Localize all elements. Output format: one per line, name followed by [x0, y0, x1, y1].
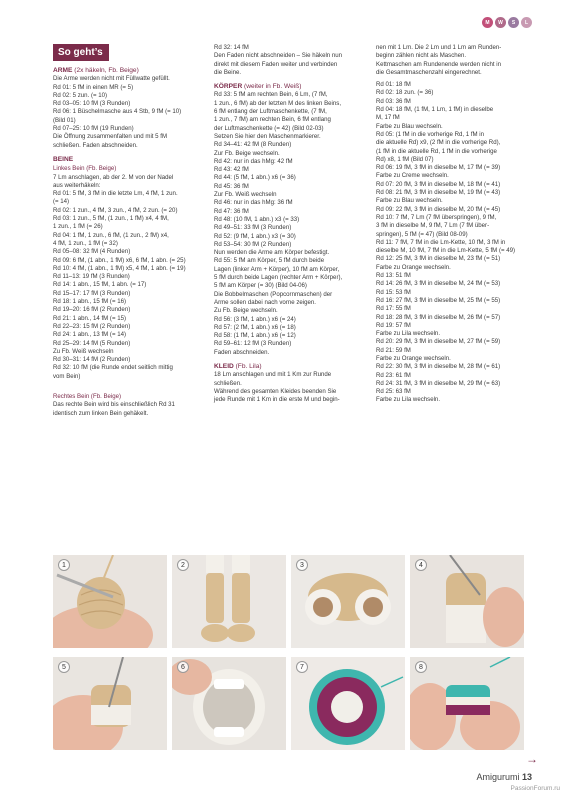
step-number: 7 — [296, 661, 308, 673]
instruction-line: Rd 58: (1 fM, 1 abn.) x6 (= 12) — [214, 332, 296, 340]
instruction-line: Zur Fb. Weiß wechseln — [214, 191, 277, 199]
instruction-line: Rd 14: 26 fM, 3 fM in dieselbe M, 24 fM (= 53) — [376, 280, 501, 288]
instruction-line: Rd 03: 36 fM — [376, 97, 411, 105]
step-number: 1 — [58, 559, 70, 571]
step-photo-3 — [291, 555, 405, 648]
instruction-line: jede Runde mit 1 Km in die erste M und begin- — [214, 396, 340, 404]
right-leg-instructions — [53, 401, 201, 418]
continuation-text — [214, 44, 362, 77]
instruction-line: Rd 32: 14 fM — [214, 44, 249, 51]
instruction-line: der Luftmaschenkette (= 42) (Bild 02-03) — [214, 124, 324, 132]
instruction-line: Rd 03: 1 zun., 5 fM, (1 zun., 1 fM) x4, 4 fM, — [53, 215, 169, 223]
instruction-line: schließen. — [214, 379, 242, 387]
heading-beine: BEINE — [53, 155, 74, 163]
instruction-line: Rd 14: 1 abn., 15 fM, 1 abn. (= 17) — [53, 281, 147, 289]
instruction-line: Rd 04: 18 fM, (1 fM, 1 Lm, 1 fM) in dieselbe — [376, 106, 494, 114]
heading-arme: ARME (2x häkeln, Fb. Beige) — [53, 67, 139, 74]
instruction-line: Arme sollen dabei nach vorne zeigen. — [214, 298, 316, 306]
instruction-line: Die Arme werden nicht mit Füllwatte gefüllt. — [53, 75, 170, 83]
instruction-line: Rd 01: 18 fM — [376, 81, 411, 89]
instruction-line: Rd 15: 53 fM — [376, 288, 411, 296]
instruction-line: Rd 02: 18 zun. (= 36) — [376, 89, 434, 97]
instruction-line: Die Öffnung zusammenfalten und mit 5 fM — [53, 133, 168, 141]
step-photo-6 — [172, 657, 286, 750]
instruction-line: Farbe zu Blau wechseln. — [376, 122, 443, 130]
instruction-line: 6 fM entlang der Luftmaschenkette, (7 fM, — [214, 108, 327, 116]
instruction-line: 7 Lm anschlagen, ab der 2. M von der Nadel — [53, 173, 174, 181]
step-number: 4 — [415, 559, 427, 571]
instruction-line: 1 zun., 7 fM) am rechten Bein, 6 fM entlang — [214, 116, 331, 124]
instruction-line: nen mit 1 Lm. Die 2 Lm und 1 Lm am Runden- — [376, 44, 502, 51]
instruction-line: Rd 49–51: 33 fM (3 Runden) — [214, 224, 292, 232]
page-number: 13 — [521, 772, 532, 782]
instruction-line: Rd 22–23: 15 fM (2 Runden) — [53, 322, 131, 330]
instruction-line: Rd 12: 25 fM, 3 fM in dieselbe M, 23 fM (= 51) — [376, 255, 501, 263]
instruction-line: 18 Lm anschlagen und mit 1 Km zur Runde — [214, 371, 332, 379]
step-number: 3 — [296, 559, 308, 571]
instruction-line: die aktuelle Rd) x9, (2 fM in die vorherige Rd), — [376, 139, 501, 147]
subheading-left-leg: Linkes Bein (Fb. Beige) — [53, 165, 117, 173]
arme-instructions — [53, 75, 201, 150]
instruction-line: Farbe zu Orange wechseln. — [376, 354, 451, 362]
instruction-line: aus weiterhäkeln: — [53, 181, 101, 189]
instruction-line: Rd 24: 1 abn., 13 fM (= 14) — [53, 331, 126, 339]
step-photo-1 — [53, 555, 167, 648]
size-dot-m: M — [482, 17, 493, 28]
instruction-line: 1 zun., 1 fM (= 26) — [53, 223, 103, 231]
instruction-line: Farbe zu Orange wechseln. — [376, 263, 451, 271]
continuation-text — [376, 44, 524, 77]
instruction-line: Setzen Sie hier den Maschenmarkierer. — [214, 132, 321, 140]
instruction-line: Rd 06: 19 fM, 3 fM in dieselbe M, 17 fM (= 39) — [376, 164, 501, 172]
instruction-line: Farbe zu Blau wechseln. — [376, 197, 443, 205]
instruction-line: Rd 01: 5 fM in einen MR (= 5) — [53, 83, 134, 91]
instruction-line: Rd 10: 4 fM, (1 abn., 1 fM) x5, 4 fM, 1 abn. (= 19) — [53, 264, 186, 272]
instruction-line: Rd 02: 1 zun., 4 fM, 3 zun., 4 fM, 2 zun. (= 20) — [53, 206, 178, 214]
step-photo-7 — [291, 657, 405, 750]
instruction-line: Rd 02: 5 zun. (= 10) — [53, 91, 108, 99]
size-dot-w: W — [495, 17, 506, 28]
instruction-line: Rd 10: 7 fM, 7 Lm (7 fM überspringen), 9 fM, — [376, 213, 497, 221]
instruction-line: Rd 45: 36 fM — [214, 182, 249, 190]
instruction-line: die Gesamtmaschenzahl eingerechnet. — [376, 68, 482, 76]
instruction-line: (= 14) — [53, 198, 70, 206]
instruction-line: Rd 48: (10 fM, 1 abn.) x3 (= 33) — [214, 215, 300, 223]
instruction-line: Rd 18: 1 abn., 15 fM (= 16) — [53, 298, 126, 306]
instruction-line: Rd 11: 7 fM, 7 fM in die Lm-Kette, 10 fM, 3 fM in — [376, 238, 506, 246]
step-photo-4 — [410, 555, 524, 648]
instruction-line: beginn zählen nicht als Maschen. — [376, 52, 467, 60]
instruction-line: Zu Fb. Beige wechseln. — [214, 307, 278, 315]
instruction-line: springen), 5 fM (= 47) (Bild 08-09) — [376, 230, 468, 238]
instruction-line: 1 zun., 6 fM) ab der letzten M des linken Beins, — [214, 99, 342, 107]
instruction-line: Das rechte Bein wird bis einschließlich Rd 31 — [53, 401, 175, 409]
instruction-line: die Beine. — [214, 68, 242, 76]
instruction-line: (Bild 01) — [53, 116, 76, 124]
instruction-line: Rd 07–25: 10 fM (19 Runden) — [53, 125, 134, 133]
size-dot-s: S — [508, 17, 519, 28]
instruction-line: Die Bobbelmaschen (Popcornmaschen) der — [214, 290, 333, 298]
instruction-line: Rd 03–05: 10 fM (3 Runden) — [53, 100, 131, 108]
kleid-round-instructions — [376, 81, 524, 405]
instruction-line: Rd 21: 59 fM — [376, 346, 411, 354]
kleid-instructions — [214, 371, 362, 404]
instruction-line: Rd 56: (3 fM, 1 abn.) x6 (= 24) — [214, 315, 296, 323]
instruction-line: Rd 23: 61 fM — [376, 371, 411, 379]
instruction-line: Den Faden nicht abschneiden – Sie häkeln nun — [214, 52, 343, 60]
instruction-line: Faden abschneiden. — [214, 348, 270, 356]
watermark: PassionForum.ru — [510, 785, 560, 792]
instruction-line: Zu Fb. Weiß wechseln — [53, 347, 114, 355]
next-page-arrow-icon: → — [526, 752, 538, 766]
instruction-line: Rd 33: 5 fM am rechten Bein, 6 Lm, (7 fM, — [214, 91, 328, 99]
instruction-line: Rd 22: 30 fM, 3 fM in dieselbe M, 28 fM (= 61) — [376, 363, 501, 371]
heading-kleid: KLEID (Fb. Lila) — [214, 362, 262, 370]
instruction-line: Rd 34–41: 42 fM (8 Runden) — [214, 141, 292, 149]
column-1 — [53, 44, 201, 418]
instruction-line: (1 fM in die aktuelle Rd, 1 fM in die vorherige — [376, 147, 497, 155]
step-number: 5 — [58, 661, 70, 673]
instruction-line: M, 17 fM — [376, 114, 400, 122]
instruction-line: vom Bein) — [53, 372, 81, 380]
instruction-line: Nun werden die Arme am Körper befestigt. — [214, 249, 330, 257]
instruction-line: Rd 47: 36 fM — [214, 207, 249, 215]
instruction-line: Rd 24: 31 fM, 3 fM in dieselbe M, 29 fM (= 63) — [376, 379, 501, 387]
instruction-line: schließen. Faden abschneiden. — [53, 141, 138, 149]
koerper-instructions — [214, 91, 362, 357]
instruction-line: Rd 08: 21 fM, 3 fM in dieselbe M, 19 fM (= 43) — [376, 189, 501, 197]
instruction-line: Rd 16: 27 fM, 3 fM in dieselbe M, 25 fM (= 55) — [376, 296, 501, 304]
instruction-line: Rd 32: 10 fM (die Runde endet seitlich mittig — [53, 364, 173, 372]
instruction-line: Rd 17: 55 fM — [376, 305, 411, 313]
instruction-line: Rd 43: 42 fM — [214, 166, 249, 174]
instruction-line: Rd 05: (1 fM in die vorherige Rd, 1 fM in — [376, 130, 485, 138]
column-3 — [376, 44, 524, 405]
step-photo-2 — [172, 555, 286, 648]
step-number: 2 — [177, 559, 189, 571]
instruction-line: Während des gesamten Kleides beenden Sie — [214, 387, 337, 395]
beine-instructions — [53, 174, 201, 381]
instruction-line: 3 fM in dieselbe M, 9 fM, 7 Lm (7 fM über- — [376, 222, 490, 230]
instruction-line: Rd 07: 20 fM, 3 fM in dieselbe M, 18 fM (= 41) — [376, 180, 501, 188]
instruction-line: Rd 01: 5 fM, 3 fM in die letzte Lm, 4 fM, 1 zun. — [53, 190, 178, 198]
size-dot-l: L — [521, 17, 532, 28]
instruction-line: Kettmaschen am Rundenende werden nicht in — [376, 60, 501, 68]
instruction-line: Rd 30–31: 14 fM (2 Runden) — [53, 356, 131, 364]
page-footer — [476, 772, 532, 782]
instruction-line: Zur Fb. Beige wechseln. — [214, 149, 280, 157]
instruction-line: 4 fM, 1 zun., 1 fM (= 32) — [53, 239, 118, 247]
instruction-line: Rd 18: 28 fM, 3 fM in dieselbe M, 26 fM (= 57) — [376, 313, 501, 321]
instruction-line: Farbe zu Creme wechseln. — [376, 172, 449, 180]
instruction-line: Rd 21: 1 abn., 14 fM (= 15) — [53, 314, 126, 322]
instruction-line: Rd 19–20: 16 fM (2 Runden) — [53, 306, 131, 314]
magazine-name: Amigurumi — [476, 772, 520, 782]
instruction-line: Rd 11–13: 19 fM (3 Runden) — [53, 273, 130, 281]
instruction-line: direkt mit diesem Faden weiter und verbinden — [214, 60, 338, 68]
instruction-line: Rd 46: nur in das hMg: 36 fM — [214, 199, 293, 207]
instruction-line: Rd 19: 57 fM — [376, 321, 411, 329]
instruction-line: dieselbe M, 10 fM, 7 fM in die Lm-Kette, 5 fM (= 49) — [376, 247, 516, 255]
section-title: So geht’s — [53, 44, 109, 61]
instruction-line: Rd 25–29: 14 fM (5 Runden) — [53, 339, 131, 347]
instruction-line: 5 fM durch beide Lagen (rechter Arm + Körper), — [214, 274, 343, 282]
column-2 — [214, 44, 362, 404]
instruction-line: Rd 13: 51 fM — [376, 272, 411, 280]
instruction-line: Rd 05–08: 32 fM (4 Runden) — [53, 248, 131, 256]
instruction-line: Rd 04: 1 fM, 1 zun., 6 fM, (1 zun., 2 fM) x4, — [53, 231, 169, 239]
instruction-line: Rd 20: 29 fM, 3 fM in dieselbe M, 27 fM (= 59) — [376, 338, 501, 346]
instruction-line: Rd) x8, 1 fM (Bild 07) — [376, 155, 434, 163]
instruction-line: Rd 44: (5 fM, 1 abn.) x6 (= 36) — [214, 174, 296, 182]
instruction-line: Rd 52: (9 fM, 1 abn.) x3 (= 30) — [214, 232, 296, 240]
instruction-line: 5 fM am Körper (= 30) (Bild 04-06) — [214, 282, 307, 290]
size-indicator-dots — [482, 17, 532, 28]
step-number: 6 — [177, 661, 189, 673]
step-number: 8 — [415, 661, 427, 673]
instruction-line: Lagen (linker Arm + Körper), 10 fM am Körper, — [214, 265, 340, 273]
instruction-line: Rd 59–61: 12 fM (3 Runden) — [214, 340, 292, 348]
instruction-line: Rd 55: 5 fM am Körper, 5 fM durch beide — [214, 257, 325, 265]
instruction-line: Rd 09: 6 fM, (1 abn., 1 fM) x6, 6 fM, 1 abn. (= 25) — [53, 256, 186, 264]
instruction-line: Farbe zu Lila wechseln. — [376, 330, 441, 338]
instruction-line: identisch zum linken Bein gehäkelt. — [53, 409, 149, 417]
instruction-line: Rd 09: 22 fM, 3 fM in dieselbe M, 20 fM (= 45) — [376, 205, 501, 213]
subheading-right-leg: Rechtes Bein (Fb. Beige) — [53, 392, 122, 400]
step-photo-8 — [410, 657, 524, 750]
instruction-line: Rd 42: nur in das hMg: 42 fM — [214, 157, 293, 165]
heading-koerper: KÖRPER (weiter in Fb. Weiß) — [214, 83, 302, 91]
instruction-line: Rd 57: (2 fM, 1 abn.) x6 (= 18) — [214, 323, 296, 331]
instruction-line: Rd 25: 63 fM — [376, 388, 411, 396]
instruction-line: Rd 15–17: 17 fM (3 Runden) — [53, 289, 131, 297]
step-photo-5 — [53, 657, 167, 750]
instruction-line: Rd 53–54: 30 fM (2 Runden) — [214, 240, 292, 248]
instruction-line: Farbe zu Lila wechseln. — [376, 396, 441, 404]
instruction-line: Rd 06: 1 Büschelmasche aus 4 Stb, 9 fM (= 10) — [53, 108, 182, 116]
